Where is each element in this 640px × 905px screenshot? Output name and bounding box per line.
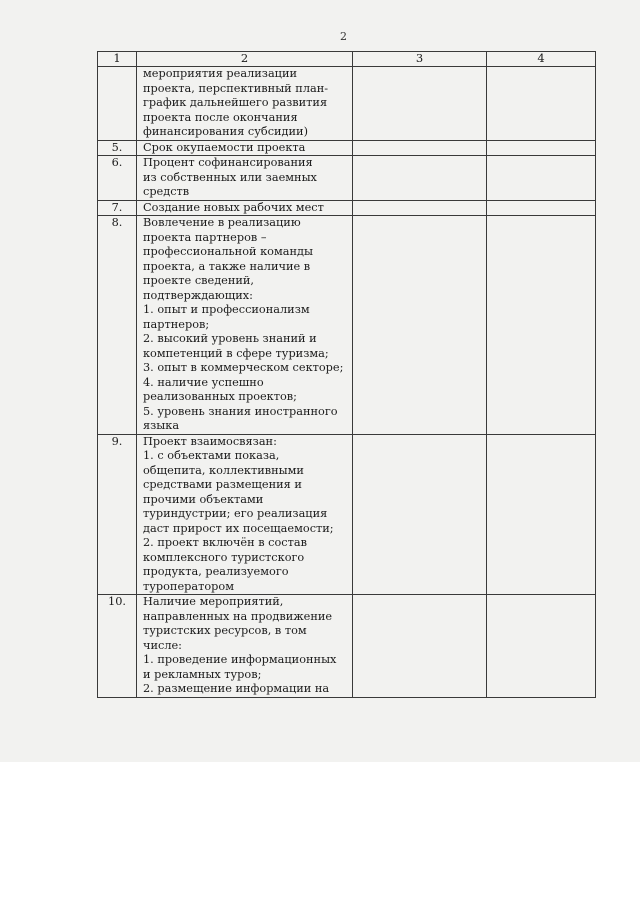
column-4-cell — [487, 67, 596, 141]
criterion-line: 1. с объектами показа, — [143, 449, 280, 462]
table-row — [98, 216, 596, 435]
criterion-line: средств — [143, 185, 190, 198]
criterion-line: Процент софинансирования — [143, 156, 313, 169]
criterion-text — [137, 140, 353, 156]
column-3-cell — [353, 216, 487, 435]
row-number: 10. — [98, 595, 137, 698]
table-row — [98, 434, 596, 595]
criteria-table — [97, 51, 596, 698]
table-row — [98, 595, 596, 698]
criterion-line: из собственных или заемных — [143, 170, 317, 184]
column-4-cell — [487, 156, 596, 201]
criterion-line: график дальнейшего развития — [143, 96, 328, 109]
row-number: 6. — [98, 156, 137, 201]
table-row — [98, 67, 596, 141]
row-number: 7. — [98, 200, 137, 216]
criterion-line: комплексного туристского — [143, 550, 305, 564]
criterion-line: 1. опыт и профессионализм — [143, 303, 310, 316]
criterion-line: проекта, перспективный план- — [143, 81, 329, 95]
criterion-line: туристских ресурсов, в том — [143, 624, 307, 637]
criterion-line: Срок окупаемости проекта — [143, 140, 306, 154]
table-row — [98, 156, 596, 201]
criterion-line: 4. наличие успешно — [143, 375, 264, 389]
criterion-line: 3. опыт в коммерческом секторе; — [143, 361, 344, 374]
criterion-line: мероприятия реализации — [143, 67, 297, 80]
column-4-cell — [487, 434, 596, 595]
criterion-line: проекта, а также наличие в — [143, 259, 311, 273]
row-number: 5. — [98, 140, 137, 156]
criterion-line: 2. проект включён в состав — [143, 536, 307, 549]
row-number — [98, 67, 137, 141]
row-number: 9. — [98, 434, 137, 595]
column-header-4: 4 — [487, 52, 596, 67]
table-body — [98, 67, 596, 698]
column-4-cell — [487, 216, 596, 435]
column-3-cell — [353, 200, 487, 216]
criterion-text — [137, 216, 353, 435]
column-3-cell — [353, 67, 487, 141]
criterion-text — [137, 200, 353, 216]
criterion-line: даст прирост их посещаемости; — [143, 521, 334, 535]
criterion-line: реализованных проектов; — [143, 390, 297, 403]
criterion-text — [137, 434, 353, 595]
criterion-line: профессиональной команды — [143, 245, 313, 258]
criterion-line: Проект взаимосвязан: — [143, 434, 277, 448]
criterion-line: числе: — [143, 638, 182, 652]
criterion-line: 5. уровень знания иностранного — [143, 404, 338, 418]
criterion-line: туриндустрии; его реализация — [143, 507, 328, 520]
criterion-line: партнеров; — [143, 317, 210, 331]
column-4-cell — [487, 595, 596, 698]
criterion-line: прочими объектами — [143, 492, 264, 506]
criterion-line: продукта, реализуемого — [143, 565, 289, 578]
row-number: 8. — [98, 216, 137, 435]
criterion-line: и рекламных туров; — [143, 667, 262, 681]
criterion-text — [137, 67, 353, 141]
column-4-cell — [487, 140, 596, 156]
column-3-cell — [353, 156, 487, 201]
column-header-1: 1 — [98, 52, 137, 67]
criterion-line: подтверждающих: — [143, 288, 253, 302]
criterion-line: общепита, коллективными — [143, 463, 304, 477]
criterion-text — [137, 595, 353, 698]
criterion-line: финансирования субсидии) — [143, 125, 308, 138]
column-3-cell — [353, 140, 487, 156]
criterion-line: 1. проведение информационных — [143, 653, 337, 666]
criterion-line: направленных на продвижение — [143, 609, 333, 623]
table-row — [98, 200, 596, 216]
criterion-line: средствами размещения и — [143, 478, 302, 491]
page-number: 2 — [340, 30, 347, 43]
criterion-text — [137, 156, 353, 201]
criterion-line: Создание новых рабочих мест — [143, 200, 324, 214]
table-row — [98, 140, 596, 156]
criterion-line: проекта после окончания — [143, 110, 298, 124]
criterion-line: туроператором — [143, 579, 234, 593]
criterion-line: проекте сведений, — [143, 274, 255, 287]
table-header-row — [98, 52, 596, 67]
criterion-line: 2. высокий уровень знаний и — [143, 332, 317, 345]
column-header-2: 2 — [137, 52, 353, 67]
criterion-line: проекта партнеров – — [143, 230, 267, 244]
criterion-line: компетенций в сфере туризма; — [143, 346, 329, 360]
column-3-cell — [353, 595, 487, 698]
criterion-line: языка — [143, 419, 180, 432]
column-4-cell — [487, 200, 596, 216]
column-3-cell — [353, 434, 487, 595]
column-header-3: 3 — [353, 52, 487, 67]
criterion-line: Вовлечение в реализацию — [143, 216, 301, 229]
criterion-line: 2. размещение информации на — [143, 682, 330, 695]
criterion-line: Наличие мероприятий, — [143, 595, 284, 608]
